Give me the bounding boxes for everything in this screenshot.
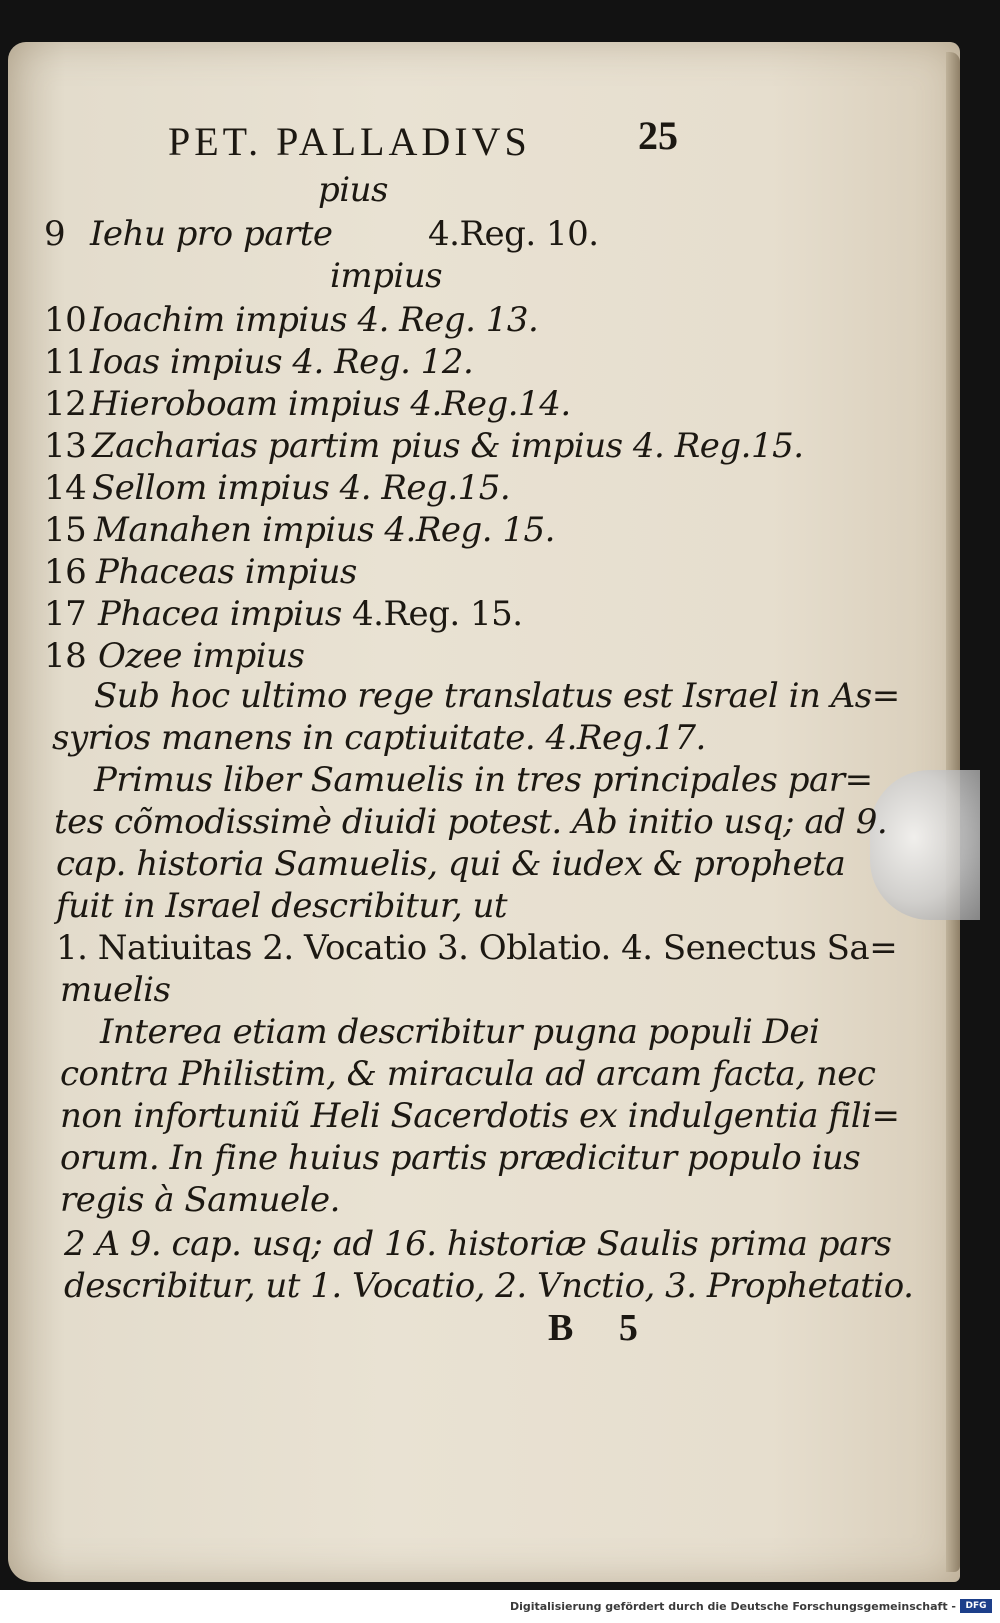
king-entry-16: Phaceas impius [96,552,357,592]
page-clip [870,770,980,920]
paragraph-line: 1. Natiuitas 2. Vocatio 3. Oblatio. 4. Senectus Sa= [56,928,898,968]
credit-text: Digitalisierung gefördert durch die Deutsche Forschungsgemeinschaft - [509,1600,956,1613]
paragraph-line: 2 A 9. cap. usq; ad 16. historiæ Saulis prima pars [64,1224,892,1264]
king-number: 16 [44,552,87,592]
king-name-17: Phacea impius [98,594,342,634]
running-title: PET. PALLADIVS [168,119,531,164]
king-entry-18: Ozee impius [98,636,305,676]
king-number: 18 [44,636,87,676]
paragraph-line: cap. historia Samuelis, qui & iudex & propheta [56,844,846,884]
paragraph-line: Interea etiam describitur pugna populi Dei [100,1012,820,1052]
page-number: 25 [638,113,678,158]
king-entry-15: Manahen impius 4.Reg. 15. [94,510,555,550]
paragraph-line: fuit in Israel describitur, ut [56,886,508,926]
king-number: 13 [44,426,87,466]
king-entry-13: Zacharias partim pius & impius 4. Reg.15. [92,426,804,466]
king-number: 11 [44,342,87,382]
paragraph-line: syrios manens in captiuitate. 4.Reg.17. [52,718,706,758]
king-9-qualifier-below: impius [330,256,443,296]
paragraph-line: regis à Samuele. [60,1180,340,1220]
king-ref-17: 4.Reg. 15. [352,594,523,634]
king-9-qualifier-above: pius [318,170,388,210]
dfg-logo-icon: DFG [960,1599,992,1613]
king-number: 15 [44,510,87,550]
king-ref-9: 4.Reg. 10. [428,214,599,254]
king-number: 17 [44,594,87,634]
credit-bar [0,1590,1000,1623]
king-entry-14: Sellom impius 4. Reg.15. [92,468,511,508]
paragraph-line: muelis [60,970,171,1010]
paragraph-line: non infortuniũ Heli Sacerdotis ex indulgentia fili= [60,1096,900,1136]
king-name-9: Iehu pro parte [90,214,333,254]
paragraph-line: describitur, ut 1. Vocatio, 2. Vnctio, 3. Prophetatio. [64,1266,914,1306]
paragraph-line: orum. In fine huius partis prædicitur populo ius [60,1138,861,1178]
king-number: 10 [44,300,87,340]
paragraph-line: contra Philistim, & miracula ad arcam facta, nec [60,1054,876,1094]
king-entry-11: Ioas impius 4. Reg. 12. [90,342,474,382]
king-entry-12: Hieroboam impius 4.Reg.14. [90,384,571,424]
paragraph-line: Sub hoc ultimo rege translatus est Israel in As= [94,676,900,716]
king-row-9 [44,214,65,254]
paragraph-line: tes cõmodissimè diuidi potest. Ab initio usq; ad 9. [54,802,888,842]
signature-mark: B 5 [548,1307,656,1349]
paragraph-line: Primus liber Samuelis in tres principales par= [94,760,873,800]
king-entry-10: Ioachim impius 4. Reg. 13. [90,300,539,340]
king-number: 14 [44,468,87,508]
king-number: 9 [44,214,66,254]
king-number: 12 [44,384,87,424]
